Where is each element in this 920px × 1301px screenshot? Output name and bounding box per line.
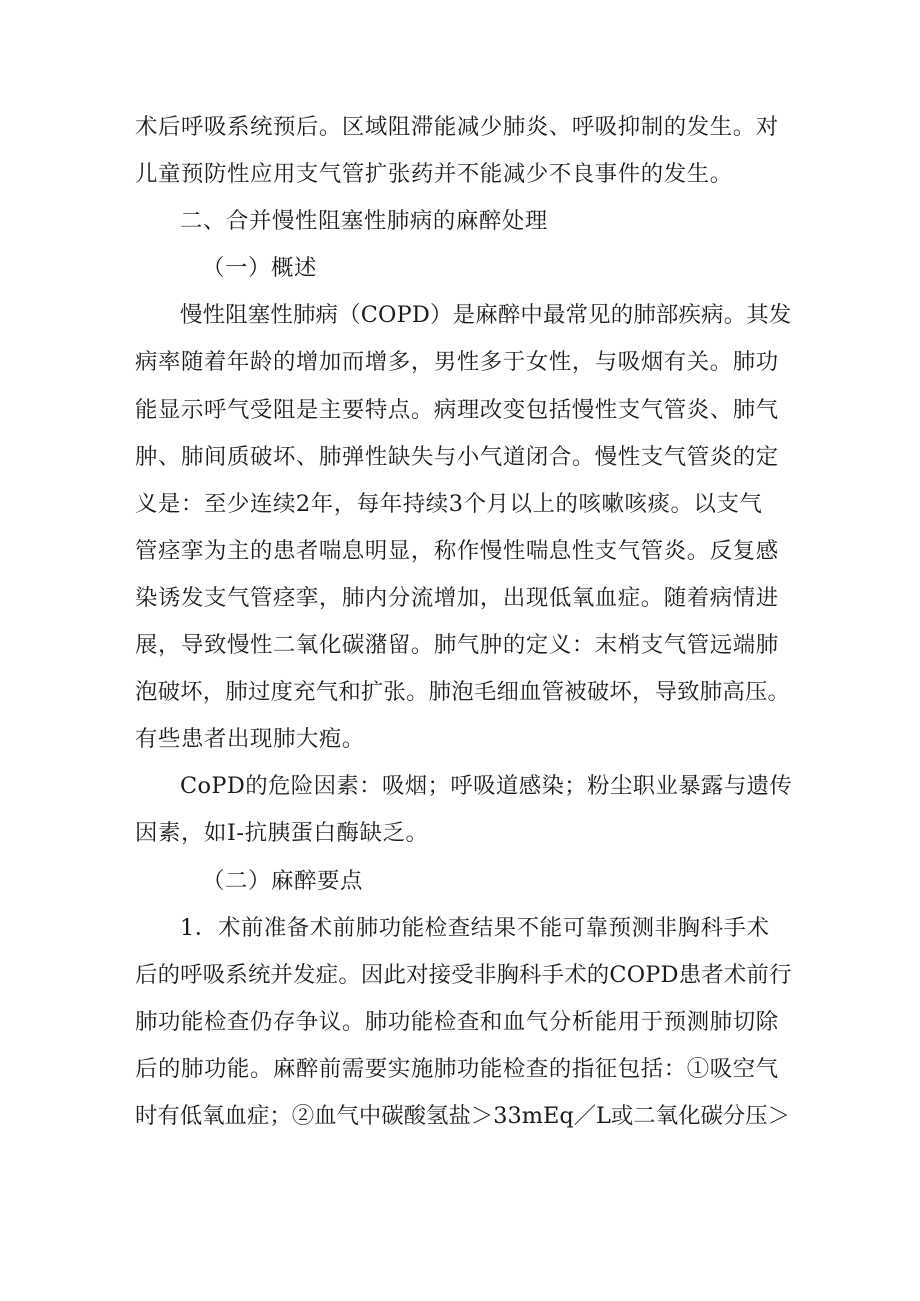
text-line: 泡破坏，肺过度充气和扩张。肺泡毛细血管被破坏，导致肺高压。 <box>135 679 791 706</box>
text-line: 术后呼吸系统预后。区域阻滞能减少肺炎、呼吸抑制的发生。对 <box>135 114 779 140</box>
subsection-heading: （一）概述 <box>202 255 317 282</box>
text-line: CoPD的危险因素：吸烟；呼吸道感染；粉尘职业暴露与遗传 <box>180 773 793 800</box>
section-heading: 二、合并慢性阻塞性肺病的麻醉处理 <box>180 208 548 235</box>
text-line: 肺功能检查仍存争议。肺功能检查和血气分析能用于预测肺切除 <box>135 1008 779 1035</box>
document-page <box>135 104 795 1140</box>
text-line: 后的呼吸系统并发症。因此对接受非胸科手术的COPD患者术前行 <box>135 961 792 988</box>
text-line: 病率随着年龄的增加而增多，男性多于女性，与吸烟有关。肺功 <box>135 349 779 376</box>
text-line: 义是：至少连续2年，每年持续3个月以上的咳嗽咳痰。以支气 <box>135 490 763 517</box>
text-line: 慢性阻塞性肺病（COPD）是麻醉中最常见的肺部疾病。其发 <box>180 302 792 329</box>
text-line: 时有低氧血症；②血气中碳酸氢盐＞33mEq／L或二氧化碳分压＞ <box>135 1102 791 1129</box>
text-line: 1．术前准备术前肺功能检查结果不能可靠预测非胸科手术 <box>180 914 770 941</box>
text-line: 肿、肺间质破坏、肺弹性缺失与小气道闭合。慢性支气管炎的定 <box>135 443 779 470</box>
text-line: 有些患者出现肺大疱。 <box>135 726 365 753</box>
text-line: 展，导致慢性二氧化碳潴留。肺气肿的定义：末梢支气管远端肺 <box>135 632 779 659</box>
subsection-heading: （二）麻醉要点 <box>202 867 363 894</box>
text-line: 因素，如I-抗胰蛋白酶缺乏。 <box>135 820 429 847</box>
text-line: 后的肺功能。麻醉前需要实施肺功能检查的指征包括：①吸空气 <box>135 1055 779 1082</box>
text-line: 染诱发支气管痉挛，肺内分流增加，出现低氧血症。随着病情进 <box>135 584 779 611</box>
text-line: 能显示呼气受阻是主要特点。病理改变包括慢性支气管炎、肺气 <box>135 396 779 423</box>
text-line: 儿童预防性应用支气管扩张药并不能减少不良事件的发生。 <box>135 161 733 188</box>
text-line: 管痉挛为主的患者喘息明显，称作慢性喘息性支气管炎。反复感 <box>135 537 779 564</box>
